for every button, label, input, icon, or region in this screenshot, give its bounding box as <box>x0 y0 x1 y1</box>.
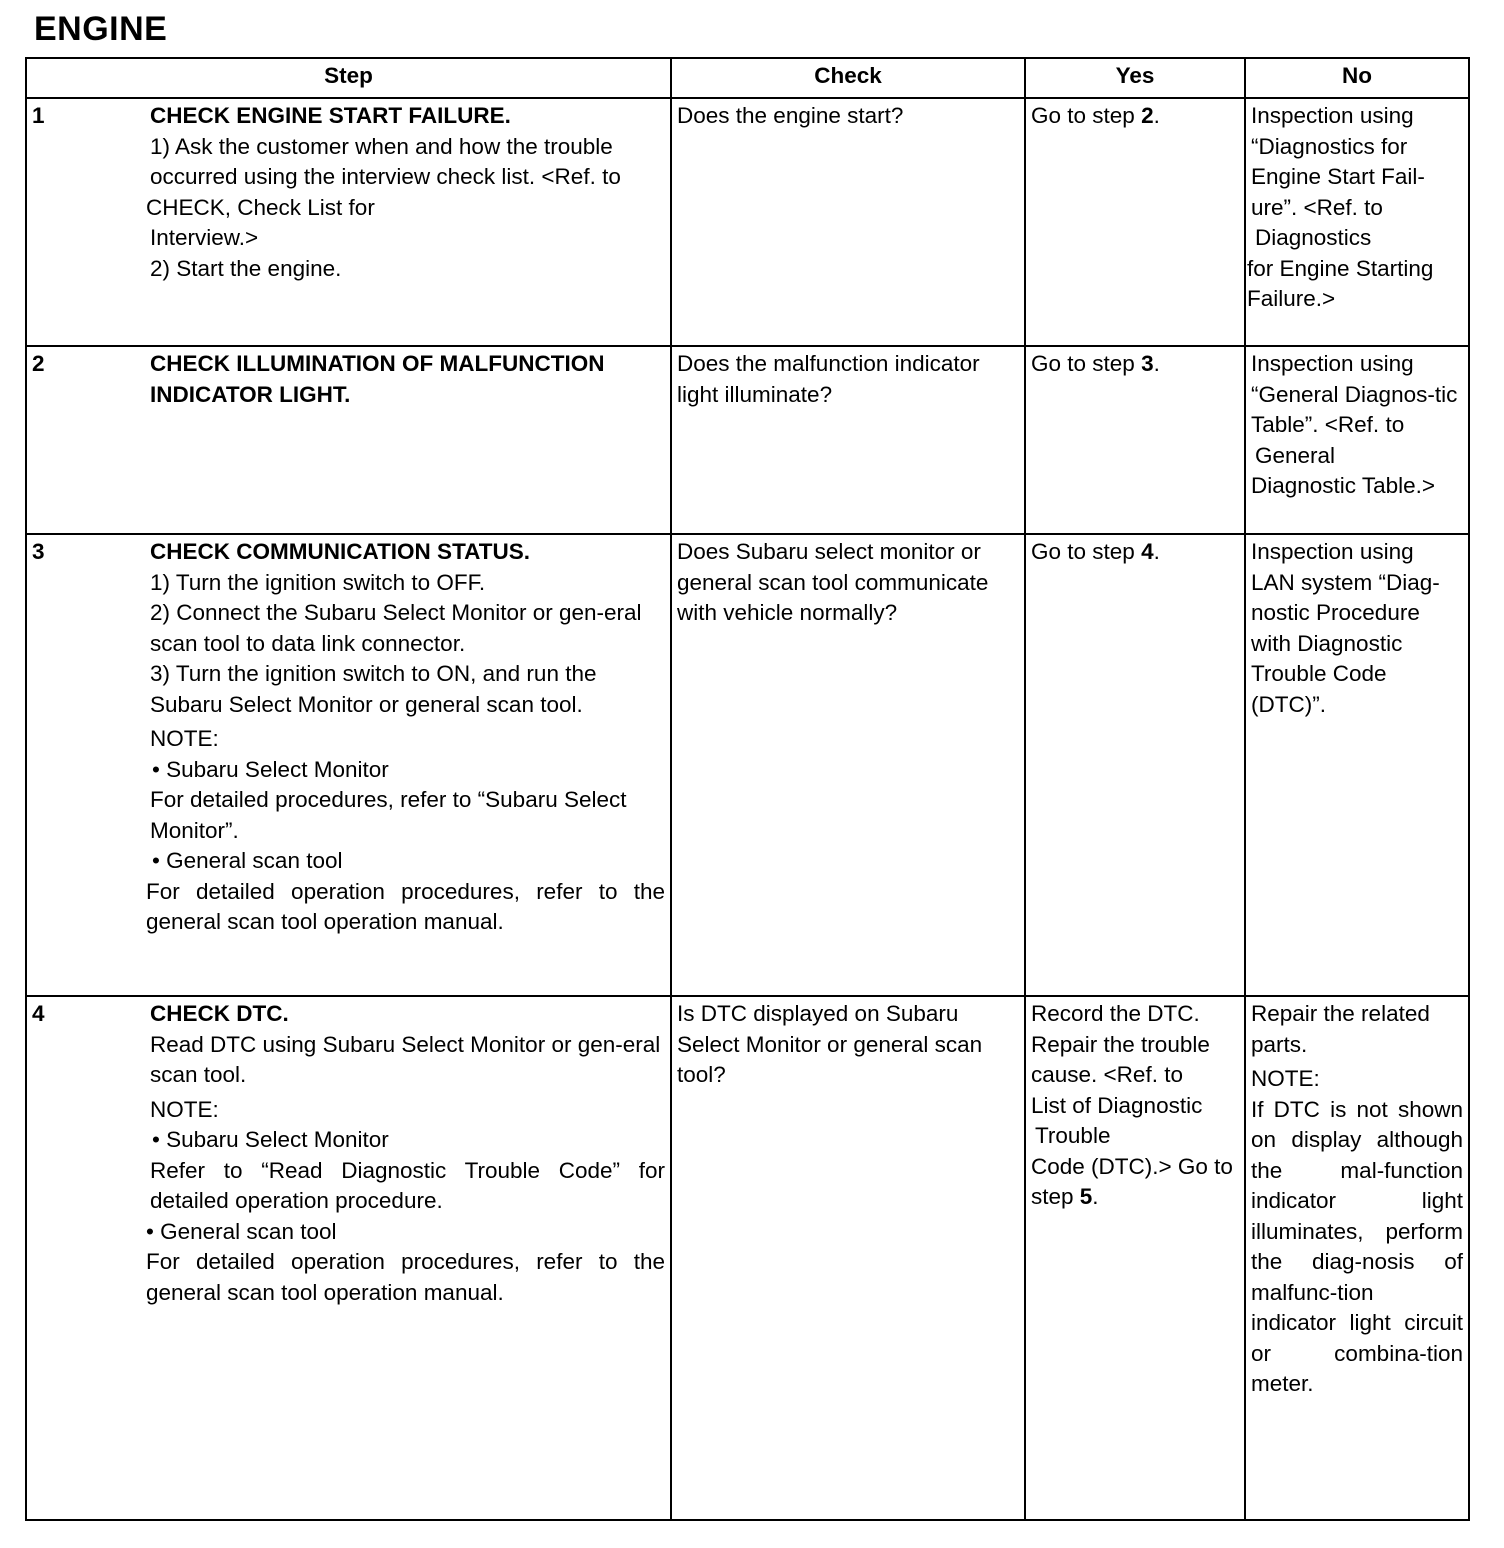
step-number: 4 <box>32 1001 45 1026</box>
yes-text: Record the DTC. Repair the trouble cause. <Ref. to <box>1031 1001 1210 1087</box>
no-cell <box>1245 534 1469 996</box>
table-row <box>26 98 1469 346</box>
yes-ref-text: Trouble <box>1035 1123 1111 1148</box>
yes-step-number: 3 <box>1141 351 1154 376</box>
no-text: Inspection using “Diagnostics for Engine Start Fail-ure”. <Ref. to <box>1251 103 1425 220</box>
step-instruction: CHECK, Check List for <box>146 194 375 220</box>
step-cell <box>26 534 671 996</box>
yes-cell <box>1025 98 1245 346</box>
yes-cell <box>1025 346 1245 534</box>
page-title: ENGINE <box>34 10 168 48</box>
note-label: NOTE: <box>1251 1066 1320 1091</box>
step-cell <box>26 996 671 1520</box>
yes-ref-text: List of Diagnostic <box>1031 1092 1203 1118</box>
no-ref-text: Diagnostics <box>1255 225 1372 250</box>
header-check: Check <box>671 58 1025 98</box>
yes-suffix: . <box>1153 539 1160 564</box>
no-text: Inspection using “General Diagnos-tic Table”. <Ref. to <box>1251 351 1458 437</box>
yes-suffix: . <box>1153 351 1160 376</box>
no-cell <box>1245 996 1469 1520</box>
no-cell <box>1245 98 1469 346</box>
step-title: CHECK ENGINE START FAILURE. <box>150 103 511 128</box>
step-number: 3 <box>32 539 45 564</box>
yes-cell <box>1025 534 1245 996</box>
check-cell: Does the malfunction indicator light illuminate? <box>671 346 1025 534</box>
no-cell <box>1245 346 1469 534</box>
step-number: 2 <box>32 351 45 376</box>
no-text: Repair the related parts. <box>1251 1001 1430 1057</box>
table-row <box>26 996 1469 1520</box>
yes-step-number: 2 <box>1141 103 1154 128</box>
step-title: CHECK COMMUNICATION STATUS. <box>150 539 530 564</box>
no-ref-text: General <box>1255 442 1336 468</box>
header-no: No <box>1245 58 1469 98</box>
no-ref-text: Diagnostic Table.> <box>1251 473 1436 498</box>
yes-suffix: . <box>1092 1184 1099 1209</box>
note-label: NOTE: <box>150 726 219 751</box>
bullet-item: • Subaru Select Monitor <box>152 1127 389 1152</box>
table-row <box>26 346 1469 534</box>
step-instruction: 2) Start the engine. <box>150 255 342 281</box>
yes-suffix: . <box>1153 103 1160 128</box>
bullet-text: Refer to “Read Diagnostic Trouble Code” for detailed operation procedure. <box>150 1157 665 1213</box>
bullet-text: For detailed operation procedures, refer to the general scan tool operation manual. <box>146 878 665 934</box>
note-label: NOTE: <box>150 1096 219 1122</box>
step-instruction: 3) Turn the ignition switch to ON, and run the Subaru Select Monitor or general scan tool. <box>150 661 597 717</box>
no-ref-text: for Engine Starting Failure.> <box>1247 255 1434 311</box>
bullet-item: • General scan tool <box>146 1218 337 1244</box>
check-cell: Does Subaru select monitor or general scan tool communicate with vehicle normally? <box>671 534 1025 996</box>
yes-text: Go to step <box>1031 351 1142 376</box>
table-header-row <box>26 58 1469 98</box>
step-cell <box>26 98 671 346</box>
header-yes: Yes <box>1025 58 1245 98</box>
step-instruction: Interview.> <box>150 225 259 250</box>
bullet-item: • General scan tool <box>152 848 343 873</box>
check-cell: Does the engine start? <box>671 98 1025 346</box>
step-instruction: 1) Turn the ignition switch to OFF. <box>150 569 486 595</box>
no-note-text: If DTC is not shown on display although the mal-function indicator light illuminates, perform the diag-nosis of malfunc-tion indicator light circuit or combina-tion meter. <box>1251 1096 1463 1396</box>
step-title: CHECK ILLUMINATION OF MALFUNCTION INDICATOR LIGHT. <box>150 351 605 407</box>
step-title: CHECK DTC. <box>150 1001 289 1026</box>
step-instruction: 1) Ask the customer when and how the trouble occurred using the interview check list. <Ref. to <box>150 133 621 189</box>
yes-cell <box>1025 996 1245 1520</box>
table-row <box>26 534 1469 996</box>
yes-step-number: 5 <box>1079 1184 1093 1209</box>
step-instruction: Read DTC using Subaru Select Monitor or gen-eral scan tool. <box>150 1031 661 1087</box>
bullet-item: • Subaru Select Monitor <box>152 756 389 782</box>
step-instruction: 2) Connect the Subaru Select Monitor or gen-eral scan tool to data link connector. <box>150 600 642 656</box>
bullet-text: For detailed procedures, refer to “Subaru Select Monitor”. <box>150 787 627 843</box>
check-cell: Is DTC displayed on Subaru Select Monitor or general scan tool? <box>671 996 1025 1520</box>
yes-ref-text: Code (DTC).> Go to step <box>1031 1153 1233 1209</box>
header-step: Step <box>26 58 671 98</box>
yes-text: Go to step <box>1031 539 1142 564</box>
no-text: Inspection using LAN system “Diag-nostic Procedure with Diagnostic Trouble Code (DTC)”. <box>1251 539 1440 717</box>
diagnostic-table <box>25 57 1470 1521</box>
bullet-text: For detailed operation procedures, refer to the general scan tool operation manual. <box>146 1249 665 1305</box>
yes-step-number: 4 <box>1141 539 1154 564</box>
step-cell <box>26 346 671 534</box>
yes-text: Go to step <box>1031 103 1142 128</box>
step-number: 1 <box>32 103 45 128</box>
